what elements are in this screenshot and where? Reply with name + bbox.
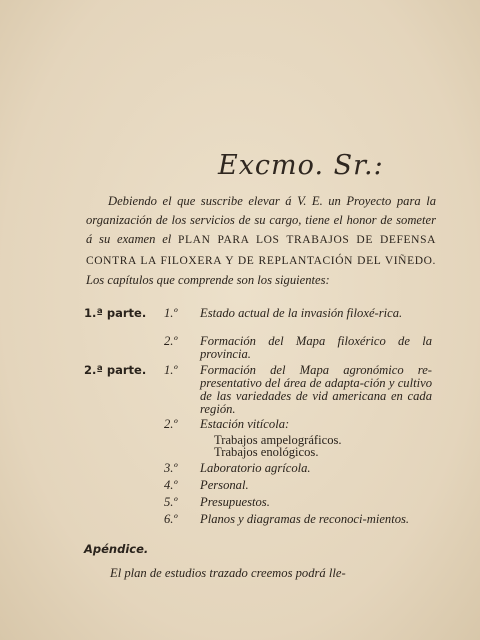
part-2-item-2-text: Estación vitícola:	[200, 417, 290, 431]
plan-title: PLAN PARA LOS TRABAJOS DE DEFENSA CONTRA LA FILOXERA Y DE REPLANTACIÓN DEL VIÑEDO.	[86, 234, 436, 267]
part-2-subitem-1: Trabajos ampelográficos.	[214, 433, 342, 447]
part-1-item-2-text: Formación del Mapa filoxérico de la provincia.	[200, 334, 432, 361]
part-2-item-4-number: 4.º	[164, 478, 178, 492]
part-2-item-3-number: 3.º	[164, 461, 178, 475]
part-2-item-5-text: Presupuestos.	[200, 495, 270, 509]
intro-italic-start: Debiendo el que suscribe elevar á V. E. un Proyecto para la organización de los servicios de su cargo, tiene el honor de someter á su examen el	[86, 194, 436, 247]
part-1-item-1-number: 1.º	[164, 306, 178, 320]
part-2-label: 2.ª parte.	[84, 363, 147, 377]
part-2-subitem-2: Trabajos enológicos.	[214, 445, 319, 459]
salutation: Excmo. Sr.:	[218, 150, 384, 181]
appendix-label: Apéndice.	[84, 542, 149, 556]
part-2-item-1-number: 1.º	[164, 363, 178, 377]
part-2-item-6-text: Planos y diagramas de reconoci-mientos.	[200, 512, 410, 526]
part-1-label: 1.ª parte.	[84, 306, 147, 320]
part-2-item-5-number: 5.º	[164, 495, 178, 509]
intro-paragraph	[86, 192, 436, 290]
part-1-item-2-number: 2.º	[164, 334, 178, 348]
part-2-item-6-number: 6.º	[164, 512, 178, 526]
part-2-item-2-number: 2.º	[164, 417, 178, 431]
part-2-item-1-text: Formación del Mapa agronómico re-presentativo del área de adapta-ción y cultivo de las variedades de vid americana en cada región.	[200, 363, 432, 416]
intro-italic-end: Los capítulos que comprende son los siguientes:	[86, 272, 330, 287]
part-2-item-4-text: Personal.	[200, 478, 249, 492]
closing-line: El plan de estudios trazado creemos podrá lle-	[110, 566, 346, 580]
part-1-item-1-text: Estado actual de la invasión filoxé-rica.	[200, 306, 403, 320]
part-2-item-3-text: Laboratorio agrícola.	[200, 461, 311, 475]
